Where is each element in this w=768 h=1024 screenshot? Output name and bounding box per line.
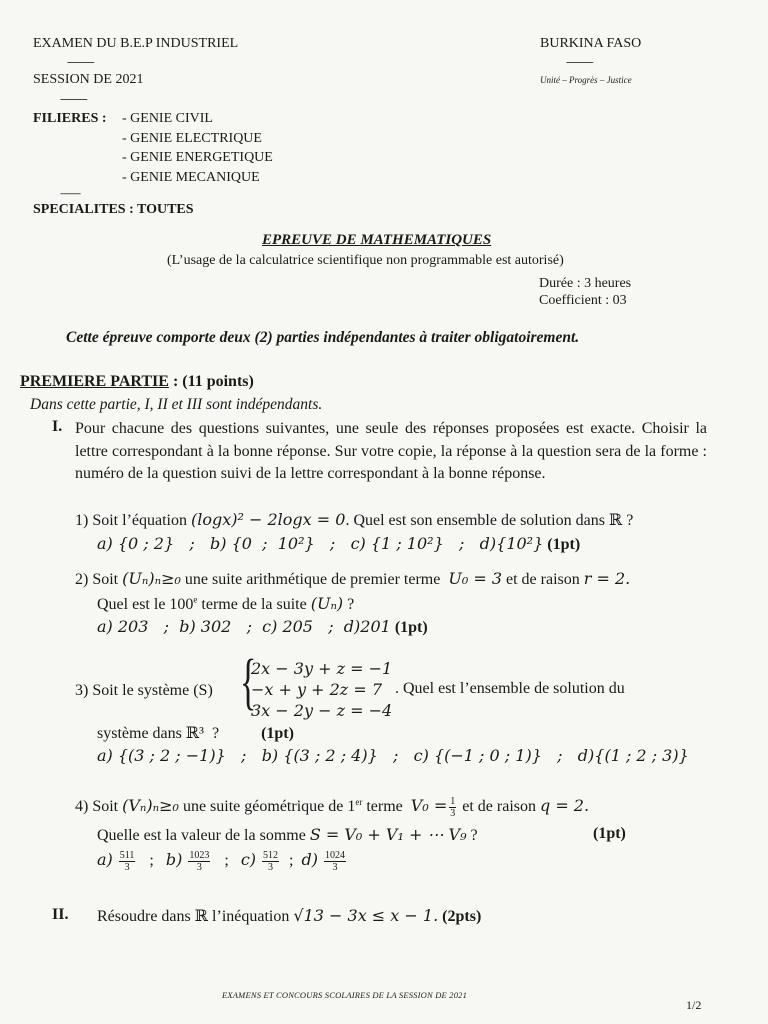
filiere-item: - GENIE ENERGETIQUE xyxy=(122,150,273,165)
question-text: une suite arithmétique de premier terme xyxy=(180,571,449,588)
duration: Durée : 3 heures xyxy=(539,276,632,291)
fraction-denominator: 3 xyxy=(196,862,202,873)
answer-label: b) xyxy=(165,850,183,870)
filieres-label: FILIERES : xyxy=(33,111,107,126)
question-text: système dans ℝ³ ? xyxy=(97,725,220,742)
question-1 xyxy=(75,510,633,530)
question-2 xyxy=(75,569,630,589)
fraction-numerator: 512 xyxy=(263,850,279,861)
question-text: et de raison xyxy=(458,798,540,816)
question-text: . Quel est l’ensemble de solution du xyxy=(395,680,625,697)
answer-options: a) {(3 ; 2 ; −1)} ; b) {(3 ; 2 ; 4)} ; c) {(−1 ; 0 ; 1)} ; d){(1 ; 2 ; 3)} xyxy=(97,746,689,765)
answer-label: c) xyxy=(240,850,257,870)
section-2-question xyxy=(97,906,481,926)
exam-title: EXAMEN DU B.E.P INDUSTRIEL xyxy=(33,36,239,51)
specialites-label: SPECIALITES : TOUTES xyxy=(33,202,194,217)
question-text: 4) Soit xyxy=(75,798,123,816)
answer-choices xyxy=(97,534,580,554)
question-text: Quelle est la valeur de la somme xyxy=(97,827,310,844)
part-title xyxy=(20,373,254,391)
divider: ---------- xyxy=(67,56,94,68)
superscript: er xyxy=(355,796,363,807)
answer-label: d) xyxy=(301,850,318,870)
question-3-label: 3) Soit le système (S) xyxy=(75,682,213,699)
answer-choices xyxy=(97,617,428,637)
question-text: 2) Soit xyxy=(75,571,123,588)
filiere-item: - GENIE CIVIL xyxy=(122,111,213,126)
question-2-line-2 xyxy=(97,594,354,614)
fraction xyxy=(188,850,210,873)
inequation: √13 − 3x ≤ x − 1. xyxy=(293,906,439,925)
points-badge: (1pt) xyxy=(261,725,294,742)
exam-instructions: Cette épreuve comporte deux (2) parties indépendantes à traiter obligatoirement. xyxy=(66,329,580,346)
answer-options: a) {0 ; 2} ; b) {0 ; 10²} ; c) {1 ; 10²} ; d){10²} xyxy=(97,534,544,553)
question-text: Quel est le 100 xyxy=(97,596,194,613)
fraction-denominator: 3 xyxy=(332,862,338,873)
question-text: terme xyxy=(362,798,411,816)
fraction-numerator: 1 xyxy=(450,796,456,807)
fraction xyxy=(262,850,279,873)
fraction-numerator: 511 xyxy=(119,850,135,861)
answer-choices xyxy=(97,746,689,766)
question-3-line-2 xyxy=(97,723,294,743)
sequence-notation: (Uₙ)ₙ≥₀ xyxy=(122,569,181,588)
answer-choices: a) $\frac{511}{3}$ ; b) $\frac{1023}{3}$ ; c) $\frac{512}{3}$ ; d) $\frac{1024}{3}$ xyxy=(97,850,345,873)
section-number: I. xyxy=(52,418,63,435)
sum-expression: S = V₀ + V₁ + ⋯ V₉ xyxy=(309,825,467,844)
fraction xyxy=(324,850,346,873)
calculator-note: (L’usage de la calculatrice scientifique non programmable est autorisé) xyxy=(167,253,564,268)
common-difference: r = 2. xyxy=(583,569,631,588)
system-equation-2: −x + y + 2z = 7 xyxy=(251,680,382,699)
points-badge: (1pt) xyxy=(394,619,428,636)
part-title-label: PREMIERE PARTIE xyxy=(20,373,169,390)
coefficient: Coefficient : 03 xyxy=(539,293,627,308)
equation: (logx)² − 2logx = 0 xyxy=(190,510,346,529)
first-term: U₀ = 3 xyxy=(448,569,502,588)
question-text: terme de la suite xyxy=(197,596,311,613)
session-label: SESSION DE 2021 xyxy=(33,72,144,87)
points-badge: (2pts) xyxy=(442,908,482,925)
points-badge: (1pt) xyxy=(593,825,626,842)
divider: ---------- xyxy=(60,188,80,198)
part-subtitle: Dans cette partie, I, II et III sont indépendants. xyxy=(30,396,323,413)
question-text: Résoudre dans ℝ l’inéquation xyxy=(97,908,294,925)
national-motto: Unité – Progrès – Justice xyxy=(540,75,632,85)
points-badge: (1pt) xyxy=(547,536,581,553)
answer-options: a) 203 ; b) 302 ; c) 205 ; d)201 xyxy=(97,617,391,636)
section-instructions: Pour chacune des questions suivantes, une seule des réponses proposées est exacte. Choisir la lettre correspondant à la bonne réponse. Sur votre copie, la réponse à la question sera de la forme : numéro de la question suivi de la lettre correspondant à la bonne réponse. xyxy=(75,420,707,482)
exam-subject-title: EPREUVE DE MATHEMATIQUES xyxy=(262,232,492,248)
fraction-numerator: 1024 xyxy=(324,850,345,861)
fraction-denominator: 3 xyxy=(450,808,456,819)
fraction-denominator: 3 xyxy=(268,862,274,873)
divider: ---------- xyxy=(60,93,87,105)
question-text: ? xyxy=(466,827,478,844)
sequence-notation: (Uₙ) xyxy=(310,594,344,613)
common-ratio: q = 2. xyxy=(539,796,590,816)
filiere-item: - GENIE MECANIQUE xyxy=(122,170,260,185)
page-number: 1/2 xyxy=(686,998,702,1012)
section-number: II. xyxy=(52,906,69,923)
divider: ---------- xyxy=(566,56,593,68)
question-text: 1) Soit l’équation xyxy=(75,512,191,529)
system-brace: { xyxy=(240,648,257,716)
question-text: . Quel est son ensemble de solution dans ℝ ? xyxy=(345,512,634,529)
superscript: e xyxy=(193,594,198,605)
question-text: et de raison xyxy=(502,571,584,588)
fraction xyxy=(449,796,456,819)
question-4-line-2 xyxy=(97,825,478,845)
system-equation-1: 2x − 3y + z = −1 xyxy=(251,659,393,678)
sequence-notation: (Vₙ)ₙ≥₀ xyxy=(122,796,179,816)
part-points: : (11 points) xyxy=(168,373,254,390)
answer-label: a) xyxy=(97,850,113,870)
question-text: ? xyxy=(343,596,355,613)
fraction xyxy=(119,850,136,873)
fraction-numerator: 1023 xyxy=(189,850,210,861)
first-term: V₀ = xyxy=(410,796,448,816)
footer-text: EXAMENS ET CONCOURS SCOLAIRES DE LA SESSION DE 2021 xyxy=(222,990,468,1000)
country-name: BURKINA FASO xyxy=(540,36,642,51)
filiere-item: - GENIE ELECTRIQUE xyxy=(122,131,262,146)
system-equation-3: 3x − 2y − z = −4 xyxy=(251,701,393,720)
question-4 xyxy=(75,796,589,819)
question-text: une suite géométrique de 1 xyxy=(178,798,356,816)
fraction-denominator: 3 xyxy=(124,862,130,873)
